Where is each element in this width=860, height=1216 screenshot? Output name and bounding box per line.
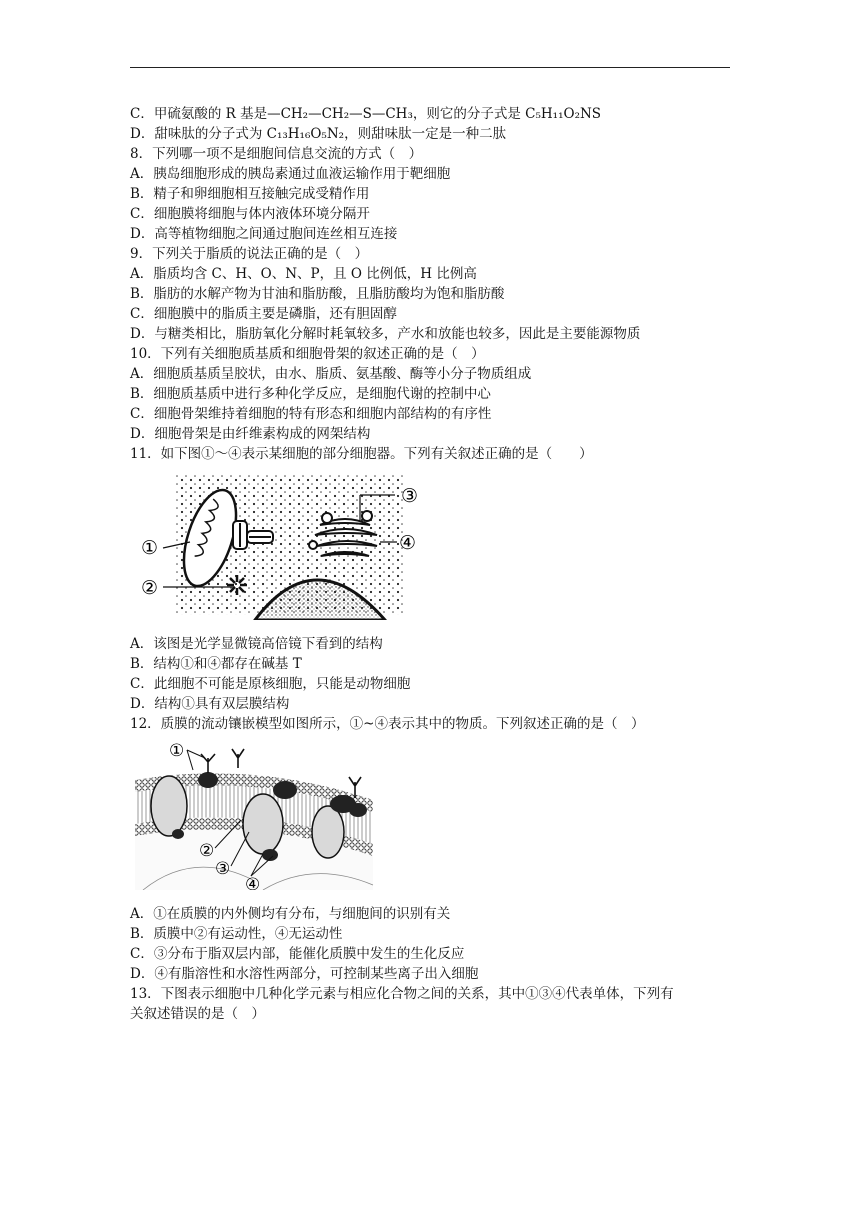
label-3: ③ <box>401 485 419 507</box>
option-c: C．细胞膜将细胞与体内液体环境分隔开 <box>130 206 370 222</box>
option-b: B．结构①和④都存在碱基 T <box>130 656 302 672</box>
protein-shape <box>312 806 344 858</box>
protein-shape <box>151 776 187 836</box>
option-a: A．脂质均含 C、H、O、N、P，且 O 比例低，H 比例高 <box>130 266 477 282</box>
option-a: A．①在质膜的内外侧均有分布，与细胞间的识别有关 <box>130 906 451 922</box>
question-10: 10．下列有关细胞质基质和细胞骨架的叙述正确的是（ ） <box>130 346 485 362</box>
option-c: C．细胞骨架维持着细胞的特有形态和细胞内部结构的有序性 <box>130 406 492 422</box>
organelle-figure <box>135 470 435 620</box>
option-c: C．细胞膜中的脂质主要是磷脂，还有胆固醇 <box>130 306 397 322</box>
option-b: B．脂肪的水解产物为甘油和脂肪酸，且脂肪酸均为饱和脂肪酸 <box>130 286 505 302</box>
text-line: D．甜味肽的分子式为 C₁₃H₁₆O₅N₂，则甜味肽一定是一种二肽 <box>130 126 507 142</box>
question-13-cont: 关叙述错误的是（ ） <box>130 1006 265 1022</box>
label-2: ② <box>141 577 159 599</box>
question-11: 11．如下图①～④表示某细胞的部分细胞器。下列有关叙述正确的是（ ） <box>130 446 593 462</box>
question-9: 9．下列关于脂质的说法正确的是（ ） <box>130 246 369 262</box>
option-d: D．细胞骨架是由纤维素构成的网架结构 <box>130 426 371 442</box>
option-a: A．该图是光学显微镜高倍镜下看到的结构 <box>130 636 383 652</box>
option-b: B．细胞质基质中进行多种化学反应，是细胞代谢的控制中心 <box>130 386 491 402</box>
text-line: C．甲硫氨酸的 R 基是—CH₂—CH₂—S—CH₃，则它的分子式是 C₅H₁₁O₂NS <box>130 106 602 122</box>
header-rule <box>130 67 730 68</box>
question-8: 8．下列哪一项不是细胞间信息交流的方式（ ） <box>130 146 423 162</box>
label-4: ④ <box>399 532 417 554</box>
option-a: A．胰岛细胞形成的胰岛素通过血液运输作用于靶细胞 <box>130 166 451 182</box>
label-3: ③ <box>215 859 231 879</box>
question-12: 12．质膜的流动镶嵌模型如图所示，①~④表示其中的物质。下列叙述正确的是（ ） <box>130 716 645 732</box>
option-c: C．此细胞不可能是原核细胞，只能是动物细胞 <box>130 676 411 692</box>
label-1: ① <box>141 537 159 559</box>
question-13: 13．下图表示细胞中几种化学元素与相应化合物之间的关系，其中①③④代表单体，下列有 <box>130 986 674 1002</box>
label-4: ④ <box>245 875 261 890</box>
protein-shape <box>243 794 283 854</box>
option-d: D．与糖类相比，脂肪氧化分解时耗氧较多，产水和放能也较多，因此是主要能源物质 <box>130 326 641 342</box>
option-a: A．细胞质基质呈胶状，由水、脂质、氨基酸、酶等小分子物质组成 <box>130 366 532 382</box>
option-b: B．精子和卵细胞相互接触完成受精作用 <box>130 186 370 202</box>
label-2: ② <box>199 841 215 861</box>
option-d: D．高等植物细胞之间通过胞间连丝相互连接 <box>130 226 398 242</box>
membrane-figure <box>133 740 378 890</box>
option-b: B．质膜中②有运动性，④无运动性 <box>130 926 343 942</box>
option-d: D．④有脂溶性和水溶性两部分，可控制某些离子出入细胞 <box>130 966 479 982</box>
label-1: ① <box>169 741 185 761</box>
option-d: D．结构①具有双层膜结构 <box>130 696 290 712</box>
option-c: C．③分布于脂双层内部，能催化质膜中发生的生化反应 <box>130 946 465 962</box>
